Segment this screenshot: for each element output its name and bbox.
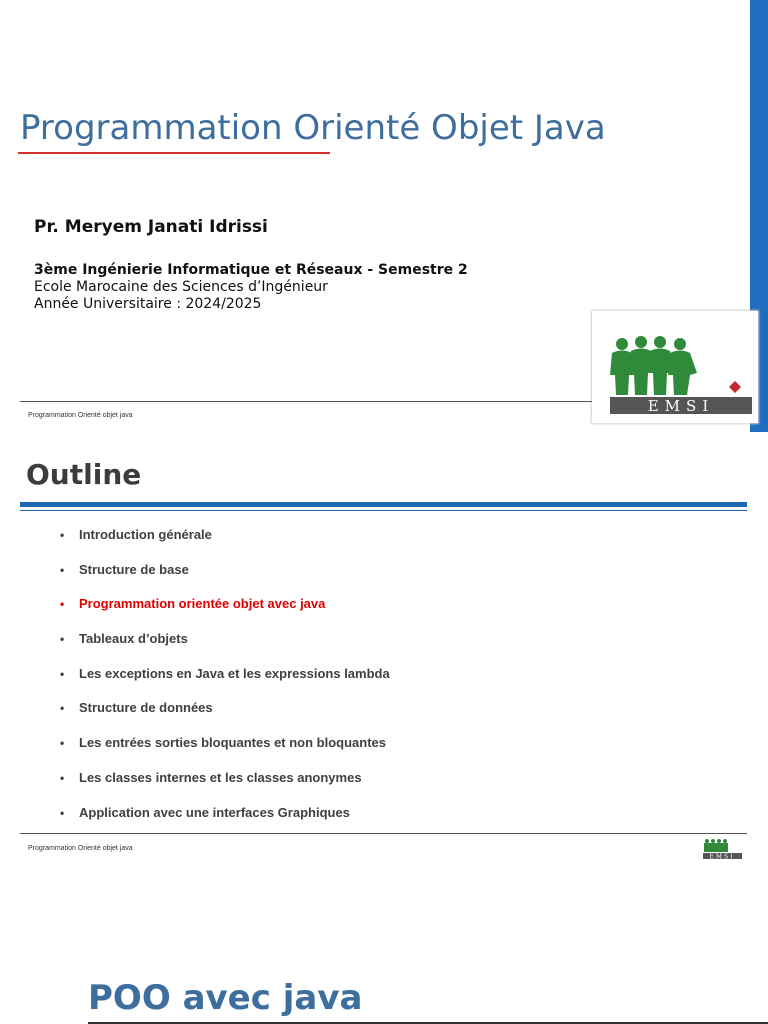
slide-title: POO avec java (88, 978, 363, 1018)
title-divider-thin (20, 510, 747, 511)
bullet-icon: • (60, 528, 65, 542)
outline-list (60, 526, 390, 838)
bullet-icon: • (60, 632, 65, 647)
logo-text: EMSI (709, 853, 735, 861)
slide-title: Outline (26, 458, 142, 491)
footer-divider (20, 401, 592, 402)
bullet-icon: • (60, 805, 65, 820)
bullet-icon: • (60, 597, 65, 612)
outline-item (60, 665, 390, 700)
author-name: Pr. Meryem Janati Idrissi (34, 217, 268, 237)
school-line: Ecole Marocaine des Sciences d’Ingénieur (34, 279, 328, 295)
section-slide (0, 868, 768, 1024)
slide-footer: Programmation Orienté objet java (28, 845, 133, 852)
title-divider-thick (20, 502, 747, 507)
footer-divider (20, 833, 747, 834)
people-silhouettes-icon (610, 336, 697, 395)
bullet-icon: • (60, 736, 65, 751)
outline-item-label: Structure de données (79, 700, 213, 716)
bullet-icon: • (60, 770, 65, 785)
spellcheck-underline (18, 152, 330, 154)
bullet-icon: • (60, 701, 65, 716)
slide-footer: Programmation Orienté objet java (28, 412, 133, 419)
outline-item (60, 561, 390, 596)
outline-item (60, 630, 390, 665)
bullet-icon: • (60, 562, 65, 577)
outline-item-label: Les classes internes et les classes anonymes (79, 769, 362, 785)
slide-title: Programmation Orienté Objet Java (20, 108, 606, 148)
outline-item (60, 595, 390, 630)
emsi-logo-small (700, 837, 744, 861)
program-line: 3ème Ingénierie Informatique et Réseaux - Semestre 2 (34, 262, 468, 278)
logo-text: EMSI (647, 397, 715, 415)
diamond-icon (729, 381, 741, 393)
course-info (34, 262, 468, 313)
year-line: Année Universitaire : 2024/2025 (34, 296, 262, 312)
emsi-logo-graphic (592, 311, 758, 423)
outline-item-label: Introduction générale (79, 527, 212, 542)
outline-slide (0, 432, 768, 868)
outline-item (60, 699, 390, 734)
outline-item (60, 526, 390, 561)
bullet-icon: • (60, 666, 65, 681)
outline-item-label: Programmation orientée objet avec java (79, 596, 326, 612)
outline-item-label: Tableaux d’objets (79, 631, 188, 647)
emsi-logo (592, 311, 758, 423)
outline-item-label: Application avec une interfaces Graphiques (79, 804, 350, 820)
outline-item (60, 734, 390, 769)
outline-item (60, 769, 390, 804)
people-silhouettes-icon (704, 839, 728, 852)
outline-item-label: Les exceptions en Java et les expressions lambda (79, 665, 390, 681)
outline-item-label: Structure de base (79, 561, 189, 577)
outline-item-label: Les entrées sorties bloquantes et non bloquantes (79, 735, 387, 751)
title-slide (0, 0, 768, 432)
